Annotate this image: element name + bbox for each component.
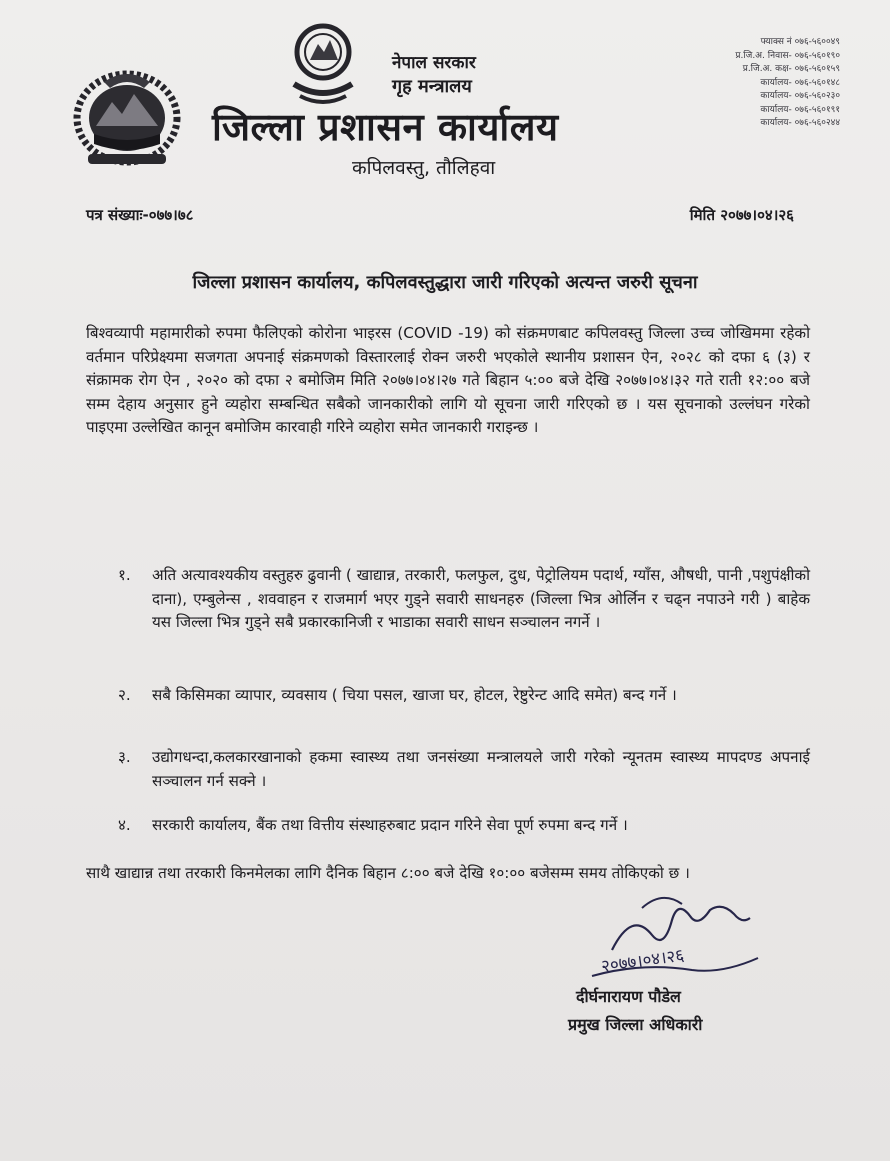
contact-line: फ्याक्स नं ०७६-५६००४९ — [760, 37, 840, 47]
intro-paragraph: बिश्वव्यापी महामारीको रुपमा फैलिएको कोरोना भाइरस (COVID -19) को संक्रमणबाट कपिलवस्तु जिल्ला उच्च जोखिममा रहेको वर्तमान परिप्रेक्ष्यमा सजगता अपनाई संक्रमणको विस्तारलाई रोक्न जरुरी भएकोले स्थानीय प्रशासन ऐन, २०२८ को दफा ६ (३) र संक्रामक रोग ऐन , २०२० को दफा २ बमोजिम मिति २०७७।०४।२७ गते बिहान ५:०० बजे देखि २०७७।०४।३२ गते राती १२:०० बजे सम्म देहाय अनुसार हुने व्यहोरा सम्बन्धित सबैको जानकारीको लागि यो सूचना जारी गरिएको छ । यस सूचनाको उल्लंघन गरेको पाइएमा उल्लेखित कानून बमोजिम कारवाही गरिने व्यहोरा समेत जानकारी गराइन्छ । — [86, 324, 810, 436]
contact-line: प्र.जि.अ. निवास- ०७६-५६०१९० — [735, 50, 840, 61]
ministry-emblem-icon — [286, 22, 360, 106]
item-text: सबै किसिमका व्यापार, व्यवसाय ( चिया पसल, खाजा घर, होटल, रेष्टुरेन्ट आदि समेत) बन्द गर्ने । — [152, 686, 677, 704]
list-item — [118, 746, 810, 793]
notice-subject: जिल्ला प्रशासन कार्यालय, कपिलवस्तुद्धारा जारी गरिएको अत्यन्त जरुरी सूचना — [192, 272, 698, 293]
reference-number: पत्र संख्याः-०७७।७८ — [86, 206, 194, 224]
nepal-emblem-icon — [68, 62, 186, 170]
list-item — [118, 564, 810, 635]
item-number: १. — [118, 566, 131, 584]
contact-line: कार्यालय- ०७६-५६०२३० — [760, 91, 840, 101]
office-location: कपिलवस्तु, तौलिहवा — [352, 157, 496, 179]
contact-line: कार्यालय- ०७६-५६०१४८ — [760, 77, 840, 88]
signature-image — [572, 880, 768, 990]
government-label: नेपाल सरकार — [392, 53, 476, 73]
signer-designation: प्रमुख जिल्ला अधिकारी — [568, 1015, 703, 1034]
item-number: २. — [118, 686, 131, 704]
contact-line: कार्यालय- ०७६-५६०१९१ — [760, 104, 840, 115]
contact-list — [640, 36, 840, 131]
list-item — [118, 684, 810, 708]
contact-line: प्र.जि.अ. कक्ष- ०७६-५६०१५९ — [742, 64, 840, 74]
notice-date: मिति २०७७।०४।२६ — [689, 206, 794, 224]
item-number: ४. — [118, 816, 131, 834]
office-name: जिल्ला प्रशासन कार्यालय — [212, 105, 559, 149]
item-text: सरकारी कार्यालय, बैंक तथा वित्तीय संस्थाहरुबाट प्रदान गरिने सेवा पूर्ण रुपमा बन्द गर्ने । — [152, 816, 628, 834]
item-number: ३. — [118, 748, 131, 766]
signature-date: २०७७।०४।२६ — [599, 945, 686, 977]
list-item — [118, 814, 810, 838]
ministry-label: गृह मन्त्रालय — [392, 76, 472, 97]
closing-paragraph: साथै खाद्यान्न तथा तरकारी किनमेलका लागि दैनिक बिहान ८:०० बजे देखि १०:०० बजेसम्म समय तोकिएको छ । — [86, 864, 690, 882]
item-text: उद्योगधन्दा,कलकारखानाको हकमा स्वास्थ्य तथा जनसंख्या मन्त्रालयले जारी गरेको न्यूनतम स्वास्थ्य मापदण्ड अपनाई सञ्चालन गर्न सक्ने । — [152, 748, 810, 790]
item-text: अति अत्यावश्यकीय वस्तुहरु ढुवानी ( खाद्यान्न, तरकारी, फलफुल, दुध, पेट्रोलियम पदार्थ, ग्याँस, औषधी, पानी ,पशुपंक्षीको दाना), एम्बुलेन्स , शववाहन र राजमार्ग भएर गुड्ने सवारी साधनहरु (जिल्ला भित्र ओर्लिन र चढ्न नपाउने गरी ) बाहेक यस जिल्ला भित्र गुड्ने सबै प्रकारकानिजी र भाडाका सवारी साधन सञ्चालन नगर्ने । — [152, 566, 810, 631]
contact-line: कार्यालय- ०७६-५६०२४४ — [760, 118, 840, 128]
signer-name: दीर्घनारायण पौडेल — [576, 987, 681, 1006]
